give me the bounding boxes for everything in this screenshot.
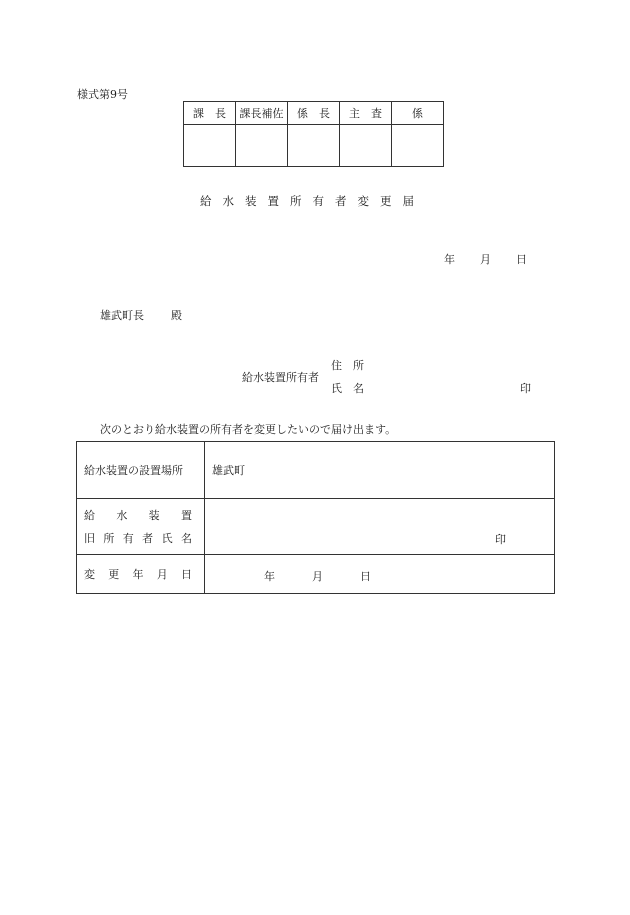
label-char: 年 (132, 568, 144, 581)
approval-stamp-cell (288, 125, 340, 167)
owner-name-label: 氏 名 (331, 382, 364, 395)
label-char: 所 (103, 532, 115, 545)
addressee-name: 雄武町長 (100, 309, 144, 322)
change-date-value-cell (205, 555, 555, 594)
statement-text: 次のとおり給水装置の所有者を変更したいので届け出ます。 (100, 423, 397, 436)
label-char: 旧 (84, 532, 95, 545)
label-char: 日 (181, 568, 192, 581)
change-date-month: 月 (312, 570, 323, 583)
label-char: 者 (142, 532, 154, 545)
change-date-label-cell (77, 555, 205, 594)
label-char: 装 (148, 509, 160, 522)
label-char: 氏 (161, 532, 173, 545)
old-owner-label-cell (77, 499, 205, 555)
label-char: 給 (84, 509, 95, 522)
label-char: 月 (156, 568, 168, 581)
date-day: 日 (516, 253, 527, 266)
location-label-cell (77, 442, 205, 499)
label-char: 更 (108, 568, 120, 581)
old-owner-seal-mark: 印 (495, 533, 506, 546)
approval-stamp-cell (340, 125, 392, 167)
change-details-table (76, 441, 555, 594)
date-year: 年 (444, 253, 455, 266)
location-value: 雄武町 (212, 464, 245, 477)
approval-header-staff: 係 (392, 102, 444, 125)
label-char: 置 (180, 509, 192, 522)
approval-header-chief-examiner: 主 査 (340, 102, 392, 125)
date-month: 月 (480, 253, 491, 266)
label-char: 名 (180, 532, 192, 545)
form-number: 様式第9号 (77, 88, 128, 101)
old-owner-label-line-1 (84, 507, 192, 523)
owner-seal-mark: 印 (520, 382, 531, 395)
change-date-day: 日 (360, 570, 371, 583)
location-label: 給水装置の設置場所 (84, 464, 183, 477)
approval-header-section-chief: 課 長 (184, 102, 236, 125)
label-char: 変 (84, 568, 95, 581)
old-owner-value-cell (205, 499, 555, 555)
addressee-honorific: 殿 (171, 309, 182, 322)
document-title: 給水装置所有者変更届 (200, 194, 425, 208)
label-char: 有 (122, 532, 134, 545)
owner-address-label: 住 所 (331, 359, 364, 372)
change-date-label (84, 566, 192, 582)
approval-stamp-cell (392, 125, 444, 167)
approval-header-deputy-chief: 課長補佐 (236, 102, 288, 125)
approval-stamp-cell (236, 125, 288, 167)
label-char: 水 (116, 509, 128, 522)
owner-label: 給水装置所有者 (242, 371, 319, 384)
approval-stamp-table (183, 101, 444, 167)
old-owner-label-line-2 (84, 530, 192, 546)
location-value-cell (205, 442, 555, 499)
approval-stamp-cell (184, 125, 236, 167)
change-date-year: 年 (264, 570, 275, 583)
approval-header-subsection-chief: 係 長 (288, 102, 340, 125)
